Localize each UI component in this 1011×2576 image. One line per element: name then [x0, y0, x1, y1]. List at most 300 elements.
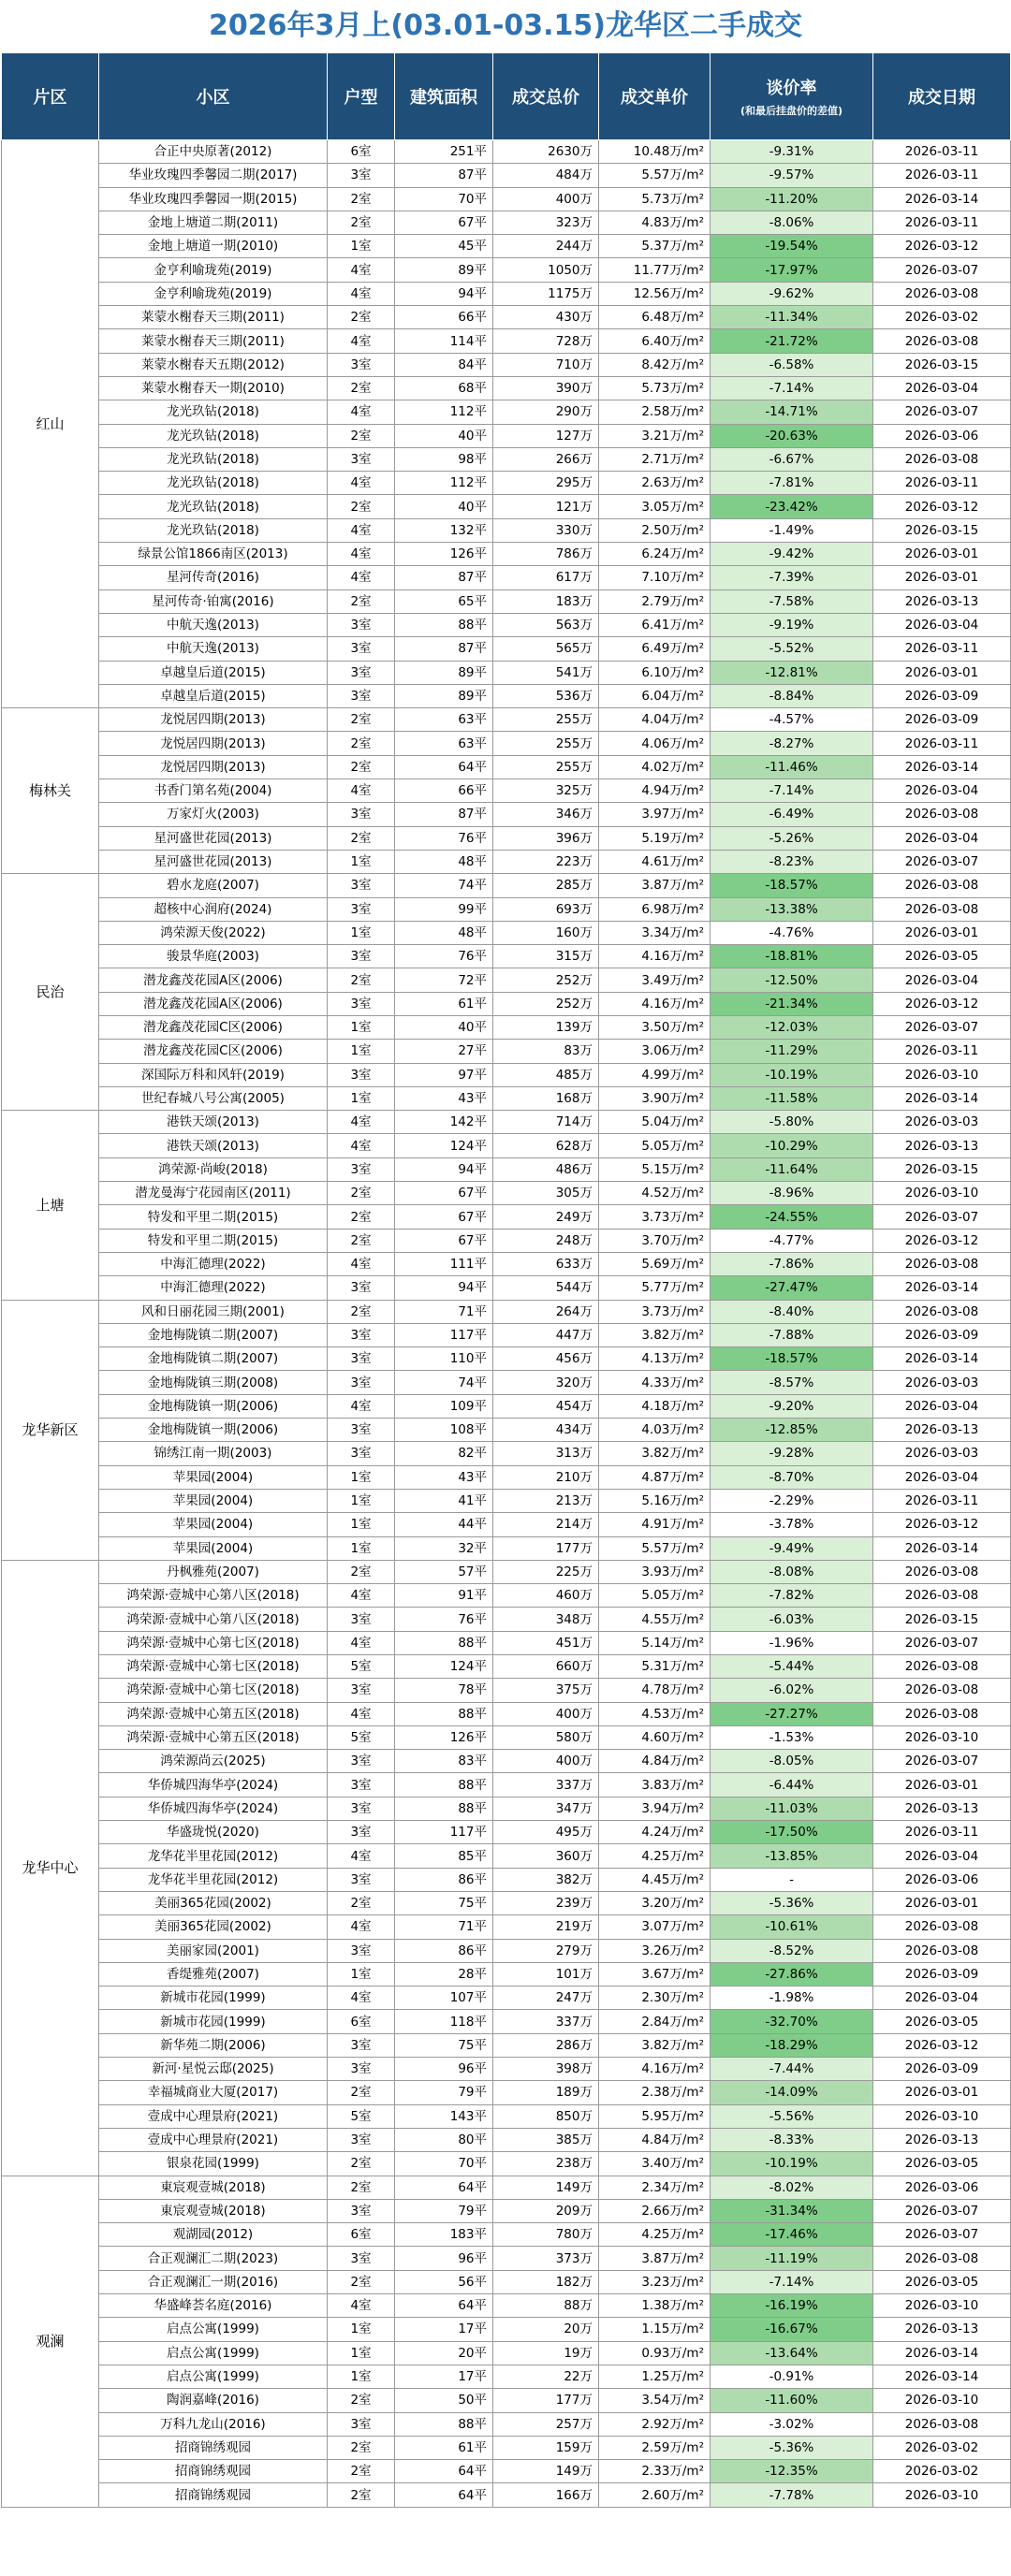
- table-row: [2, 2199, 1011, 2222]
- cell-community: 龙悦居四期(2013): [99, 708, 328, 732]
- cell-area: 126平: [395, 543, 493, 566]
- cell-date: 2026-03-04: [873, 1465, 1011, 1489]
- cell-total-price: 628万: [493, 1134, 599, 1157]
- cell-total-price: 313万: [493, 1442, 599, 1465]
- table-row: [2, 1702, 1011, 1725]
- cell-discount: -7.86%: [711, 1252, 873, 1275]
- cell-layout: 1室: [328, 921, 395, 944]
- cell-date: 2026-03-15: [873, 353, 1011, 376]
- cell-total-price: 315万: [493, 945, 599, 968]
- cell-discount: -6.44%: [711, 1773, 873, 1797]
- table-row: [2, 1584, 1011, 1608]
- cell-discount: -9.42%: [711, 543, 873, 566]
- cell-date: 2026-03-04: [873, 376, 1011, 400]
- cell-date: 2026-03-13: [873, 589, 1011, 613]
- cell-date: 2026-03-07: [873, 400, 1011, 424]
- cell-discount: -9.62%: [711, 282, 873, 305]
- cell-layout: 1室: [328, 1536, 395, 1560]
- cell-total-price: 536万: [493, 684, 599, 707]
- table-row: [2, 1679, 1011, 1702]
- cell-area: 79平: [395, 2081, 493, 2104]
- cell-layout: 2室: [328, 732, 395, 755]
- table-row: [2, 1347, 1011, 1371]
- cell-date: 2026-03-05: [873, 945, 1011, 968]
- cell-total-price: 728万: [493, 329, 599, 353]
- cell-discount: -8.96%: [711, 1182, 873, 1205]
- cell-discount: -8.57%: [711, 1371, 873, 1394]
- cell-layout: 4室: [328, 1252, 395, 1275]
- cell-layout: 3室: [328, 2412, 395, 2436]
- cell-total-price: 346万: [493, 803, 599, 826]
- cell-unit-price: 4.84万/m²: [599, 2128, 711, 2151]
- cell-community: 招商锦绣观园: [99, 2483, 328, 2507]
- cell-layout: 2室: [328, 376, 395, 400]
- cell-community: 壹成中心理景府(2021): [99, 2104, 328, 2128]
- cell-unit-price: 1.15万/m²: [599, 2318, 711, 2341]
- cell-area: 45平: [395, 235, 493, 258]
- cell-date: 2026-03-04: [873, 1844, 1011, 1868]
- cell-unit-price: 6.24万/m²: [599, 543, 711, 566]
- table-row: [2, 400, 1011, 424]
- cell-community: 卓越皇后道(2015): [99, 661, 328, 684]
- cell-date: 2026-03-08: [873, 2412, 1011, 2436]
- cell-date: 2026-03-01: [873, 543, 1011, 566]
- cell-layout: 3室: [328, 1868, 395, 1891]
- cell-community: 新河·星悦云邸(2025): [99, 2058, 328, 2081]
- cell-total-price: 279万: [493, 1939, 599, 1962]
- cell-unit-price: 4.33万/m²: [599, 1371, 711, 1394]
- table-row: [2, 661, 1011, 684]
- cell-community: 東宸观壹城(2018): [99, 2199, 328, 2222]
- table-row: [2, 1560, 1011, 1583]
- cell-layout: 3室: [328, 945, 395, 968]
- cell-community: 绿景公馆1866南区(2013): [99, 543, 328, 566]
- cell-date: 2026-03-10: [873, 1182, 1011, 1205]
- cell-total-price: 213万: [493, 1489, 599, 1512]
- cell-total-price: 257万: [493, 2412, 599, 2436]
- cell-area: 79平: [395, 2199, 493, 2222]
- cell-layout: 3室: [328, 1157, 395, 1181]
- cell-unit-price: 5.95万/m²: [599, 2104, 711, 2128]
- cell-community: 书香门第名苑(2004): [99, 779, 328, 803]
- cell-unit-price: 4.24万/m²: [599, 1821, 711, 1844]
- cell-date: 2026-03-07: [873, 1750, 1011, 1773]
- cell-unit-price: 3.23万/m²: [599, 2270, 711, 2293]
- cell-unit-price: 12.56万/m²: [599, 282, 711, 305]
- cell-unit-price: 2.79万/m²: [599, 589, 711, 613]
- cell-discount: -8.02%: [711, 2176, 873, 2199]
- header-row: [2, 53, 1011, 140]
- cell-date: 2026-03-10: [873, 2104, 1011, 2128]
- table-row: [2, 1962, 1011, 1986]
- cell-discount: -9.57%: [711, 164, 873, 187]
- cell-total-price: 83万: [493, 1040, 599, 1063]
- cell-unit-price: 4.13万/m²: [599, 1347, 711, 1371]
- table-row: [2, 164, 1011, 187]
- cell-area: 43平: [395, 1086, 493, 1110]
- cell-unit-price: 4.84万/m²: [599, 1750, 711, 1773]
- cell-community: 龙华花半里花园(2012): [99, 1868, 328, 1891]
- cell-date: 2026-03-13: [873, 1797, 1011, 1820]
- cell-total-price: 159万: [493, 2436, 599, 2459]
- table-row: [2, 2081, 1011, 2104]
- cell-discount: -20.63%: [711, 424, 873, 447]
- cell-community: 世纪春城八号公寓(2005): [99, 1086, 328, 1110]
- cell-discount: -4.57%: [711, 708, 873, 732]
- cell-date: 2026-03-07: [873, 1205, 1011, 1229]
- table-row: [2, 2436, 1011, 2459]
- table-row: [2, 897, 1011, 921]
- cell-discount: -7.14%: [711, 2270, 873, 2293]
- table-row: [2, 2058, 1011, 2081]
- table-row: [2, 1750, 1011, 1773]
- cell-community: 风和日丽花园三期(2001): [99, 1300, 328, 1323]
- cell-total-price: 149万: [493, 2176, 599, 2199]
- cell-date: 2026-03-11: [873, 1489, 1011, 1512]
- cell-discount: -21.72%: [711, 329, 873, 353]
- cell-area: 64平: [395, 2460, 493, 2483]
- cell-discount: -5.26%: [711, 826, 873, 850]
- cell-layout: 2室: [328, 1205, 395, 1229]
- cell-discount: -11.58%: [711, 1086, 873, 1110]
- cell-layout: 4室: [328, 1702, 395, 1725]
- cell-layout: 2室: [328, 2460, 395, 2483]
- cell-community: 美丽家园(2001): [99, 1939, 328, 1962]
- header-total-price: 成交总价: [493, 53, 599, 140]
- cell-unit-price: 5.16万/m²: [599, 1489, 711, 1512]
- cell-layout: 4室: [328, 329, 395, 353]
- cell-total-price: 295万: [493, 472, 599, 495]
- table-row: [2, 1513, 1011, 1536]
- cell-total-price: 238万: [493, 2152, 599, 2176]
- cell-area: 64平: [395, 2483, 493, 2507]
- table-row: [2, 1631, 1011, 1654]
- cell-unit-price: 3.49万/m²: [599, 968, 711, 992]
- cell-community: 华盛峰荟名庭(2016): [99, 2294, 328, 2318]
- cell-area: 86平: [395, 1939, 493, 1962]
- cell-total-price: 710万: [493, 353, 599, 376]
- cell-total-price: 2630万: [493, 140, 599, 164]
- cell-community: 龙悦居四期(2013): [99, 755, 328, 779]
- cell-area: 88平: [395, 1702, 493, 1725]
- cell-layout: 2室: [328, 1891, 395, 1914]
- cell-layout: 4室: [328, 282, 395, 305]
- cell-layout: 2室: [328, 1300, 395, 1323]
- cell-layout: 3室: [328, 1939, 395, 1962]
- cell-date: 2026-03-01: [873, 2081, 1011, 2104]
- cell-date: 2026-03-11: [873, 211, 1011, 234]
- cell-discount: -8.84%: [711, 684, 873, 707]
- cell-total-price: 239万: [493, 1891, 599, 1914]
- cell-date: 2026-03-13: [873, 1134, 1011, 1157]
- cell-date: 2026-03-15: [873, 1608, 1011, 1631]
- cell-unit-price: 4.83万/m²: [599, 211, 711, 234]
- cell-discount: -13.64%: [711, 2341, 873, 2365]
- cell-total-price: 166万: [493, 2483, 599, 2507]
- cell-area: 66平: [395, 306, 493, 329]
- cell-unit-price: 2.60万/m²: [599, 2483, 711, 2507]
- cell-community: 龙光玖钻(2018): [99, 472, 328, 495]
- table-row: [2, 424, 1011, 447]
- cell-total-price: 565万: [493, 637, 599, 661]
- table-row: [2, 2223, 1011, 2247]
- cell-area: 96平: [395, 2247, 493, 2270]
- cell-layout: 6室: [328, 140, 395, 164]
- cell-area: 70平: [395, 187, 493, 211]
- cell-discount: -11.34%: [711, 306, 873, 329]
- cell-unit-price: 1.38万/m²: [599, 2294, 711, 2318]
- cell-community: 合正观澜汇一期(2016): [99, 2270, 328, 2293]
- cell-layout: 4室: [328, 2294, 395, 2318]
- cell-discount: -12.81%: [711, 661, 873, 684]
- cell-total-price: 451万: [493, 1631, 599, 1654]
- cell-area: 132平: [395, 518, 493, 542]
- cell-total-price: 255万: [493, 708, 599, 732]
- cell-layout: 4室: [328, 1631, 395, 1654]
- cell-discount: -5.36%: [711, 1891, 873, 1914]
- cell-community: 中海汇德理(2022): [99, 1252, 328, 1275]
- cell-layout: 2室: [328, 1560, 395, 1583]
- cell-unit-price: 3.82万/m²: [599, 1442, 711, 1465]
- cell-total-price: 160万: [493, 921, 599, 944]
- cell-total-price: 544万: [493, 1276, 599, 1300]
- cell-total-price: 348万: [493, 1608, 599, 1631]
- cell-total-price: 305万: [493, 1182, 599, 1205]
- cell-discount: -: [711, 1868, 873, 1891]
- cell-unit-price: 2.71万/m²: [599, 447, 711, 471]
- table-row: [2, 945, 1011, 968]
- cell-total-price: 375万: [493, 1679, 599, 1702]
- cell-date: 2026-03-10: [873, 2389, 1011, 2412]
- cell-unit-price: 3.20万/m²: [599, 1891, 711, 1914]
- cell-layout: 3室: [328, 992, 395, 1015]
- cell-total-price: 347万: [493, 1797, 599, 1820]
- table-row: [2, 1111, 1011, 1134]
- cell-total-price: 210万: [493, 1465, 599, 1489]
- cell-discount: -1.49%: [711, 518, 873, 542]
- cell-community: 超核中心润府(2024): [99, 897, 328, 921]
- cell-area: 88平: [395, 1773, 493, 1797]
- cell-date: 2026-03-08: [873, 1679, 1011, 1702]
- cell-unit-price: 3.82万/m²: [599, 1323, 711, 1346]
- cell-area: 96平: [395, 2058, 493, 2081]
- cell-discount: -9.28%: [711, 1442, 873, 1465]
- cell-unit-price: 4.61万/m²: [599, 850, 711, 873]
- cell-total-price: 456万: [493, 1347, 599, 1371]
- cell-unit-price: 3.70万/m²: [599, 1229, 711, 1252]
- cell-unit-price: 4.94万/m²: [599, 779, 711, 803]
- cell-layout: 4室: [328, 1584, 395, 1608]
- cell-community: 鸿荣源尚云(2025): [99, 1750, 328, 1773]
- header-district: 片区: [2, 53, 99, 140]
- cell-area: 20平: [395, 2341, 493, 2365]
- cell-unit-price: 5.73万/m²: [599, 187, 711, 211]
- table-row: [2, 921, 1011, 944]
- cell-unit-price: 6.48万/m²: [599, 306, 711, 329]
- table-row: [2, 2033, 1011, 2057]
- cell-unit-price: 8.42万/m²: [599, 353, 711, 376]
- cell-layout: 4室: [328, 258, 395, 282]
- cell-layout: 5室: [328, 1725, 395, 1749]
- table-row: [2, 637, 1011, 661]
- table-row: [2, 2365, 1011, 2388]
- cell-date: 2026-03-01: [873, 661, 1011, 684]
- cell-total-price: 88万: [493, 2294, 599, 2318]
- cell-discount: -10.29%: [711, 1134, 873, 1157]
- cell-layout: 4室: [328, 1915, 395, 1939]
- cell-date: 2026-03-08: [873, 1655, 1011, 1679]
- cell-community: 银泉花园(1999): [99, 2152, 328, 2176]
- cell-discount: -12.03%: [711, 1015, 873, 1039]
- cell-discount: -13.85%: [711, 1844, 873, 1868]
- cell-layout: 4室: [328, 1987, 395, 2010]
- cell-community: 丹枫雅苑(2007): [99, 1560, 328, 1583]
- cell-date: 2026-03-12: [873, 495, 1011, 518]
- cell-community: 新城市花园(1999): [99, 2010, 328, 2033]
- cell-discount: -8.40%: [711, 1300, 873, 1323]
- cell-discount: -4.77%: [711, 1229, 873, 1252]
- cell-community: 新城市花园(1999): [99, 1987, 328, 2010]
- table-row: [2, 1419, 1011, 1442]
- cell-area: 97平: [395, 1063, 493, 1086]
- cell-discount: -10.19%: [711, 2152, 873, 2176]
- cell-unit-price: 2.34万/m²: [599, 2176, 711, 2199]
- table-body: [2, 140, 1011, 2508]
- cell-district: 观澜: [2, 2176, 99, 2507]
- cell-total-price: 563万: [493, 613, 599, 636]
- cell-community: 潜龙曼海宁花园南区(2011): [99, 1182, 328, 1205]
- cell-discount: -7.14%: [711, 376, 873, 400]
- cell-discount: -5.44%: [711, 1655, 873, 1679]
- cell-area: 84平: [395, 353, 493, 376]
- cell-discount: -12.50%: [711, 968, 873, 992]
- cell-community: 苹果园(2004): [99, 1465, 328, 1489]
- header-date: 成交日期: [873, 53, 1011, 140]
- cell-community: 启点公寓(1999): [99, 2365, 328, 2388]
- cell-total-price: 434万: [493, 1419, 599, 1442]
- table-row: [2, 2104, 1011, 2128]
- cell-date: 2026-03-13: [873, 2128, 1011, 2151]
- cell-unit-price: 6.98万/m²: [599, 897, 711, 921]
- cell-community: 鸿荣源·尚峻(2018): [99, 1157, 328, 1181]
- cell-total-price: 255万: [493, 732, 599, 755]
- cell-discount: -9.49%: [711, 1536, 873, 1560]
- table-row: [2, 1536, 1011, 1560]
- cell-district: 上塘: [2, 1111, 99, 1300]
- cell-layout: 2室: [328, 2483, 395, 2507]
- cell-community: 龙光玖钻(2018): [99, 518, 328, 542]
- cell-community: 骏景华庭(2003): [99, 945, 328, 968]
- cell-date: 2026-03-08: [873, 803, 1011, 826]
- cell-total-price: 252万: [493, 968, 599, 992]
- cell-community: 深国际万科和风轩(2019): [99, 1063, 328, 1086]
- cell-discount: -7.82%: [711, 1584, 873, 1608]
- cell-total-price: 168万: [493, 1086, 599, 1110]
- cell-discount: -11.03%: [711, 1797, 873, 1820]
- cell-total-price: 189万: [493, 2081, 599, 2104]
- table-row: [2, 211, 1011, 234]
- table-row: [2, 613, 1011, 636]
- cell-unit-price: 5.14万/m²: [599, 1631, 711, 1654]
- cell-date: 2026-03-03: [873, 1111, 1011, 1134]
- table-row: [2, 1939, 1011, 1962]
- cell-layout: 2室: [328, 2176, 395, 2199]
- cell-total-price: 400万: [493, 187, 599, 211]
- cell-total-price: 149万: [493, 2460, 599, 2483]
- cell-community: 龙华花半里花园(2012): [99, 1844, 328, 1868]
- cell-unit-price: 4.04万/m²: [599, 708, 711, 732]
- cell-date: 2026-03-04: [873, 1987, 1011, 2010]
- table-row: [2, 779, 1011, 803]
- cell-area: 78平: [395, 1679, 493, 1702]
- cell-area: 88平: [395, 1631, 493, 1654]
- cell-total-price: 247万: [493, 1987, 599, 2010]
- cell-layout: 3室: [328, 1371, 395, 1394]
- cell-community: 港铁天颂(2013): [99, 1134, 328, 1157]
- cell-total-price: 580万: [493, 1725, 599, 1749]
- cell-community: 锦绣江南一期(2003): [99, 1442, 328, 1465]
- cell-total-price: 1050万: [493, 258, 599, 282]
- cell-date: 2026-03-04: [873, 613, 1011, 636]
- cell-community: 碧水龙庭(2007): [99, 874, 328, 897]
- cell-area: 88平: [395, 2412, 493, 2436]
- cell-total-price: 400万: [493, 1702, 599, 1725]
- cell-community: 莱蒙水榭春天三期(2011): [99, 306, 328, 329]
- cell-discount: -8.08%: [711, 1560, 873, 1583]
- cell-layout: 2室: [328, 755, 395, 779]
- cell-unit-price: 5.05万/m²: [599, 1134, 711, 1157]
- cell-total-price: 486万: [493, 1157, 599, 1181]
- table-row: [2, 1323, 1011, 1346]
- cell-discount: -8.06%: [711, 211, 873, 234]
- cell-date: 2026-03-08: [873, 1915, 1011, 1939]
- table-row: [2, 684, 1011, 707]
- cell-area: 74平: [395, 874, 493, 897]
- cell-date: 2026-03-09: [873, 1323, 1011, 1346]
- cell-community: 潜龙鑫茂花园C区(2006): [99, 1015, 328, 1039]
- cell-community: 星河传奇(2016): [99, 566, 328, 589]
- cell-unit-price: 3.67万/m²: [599, 1962, 711, 1986]
- cell-date: 2026-03-11: [873, 472, 1011, 495]
- cell-unit-price: 10.48万/m²: [599, 140, 711, 164]
- cell-discount: -13.38%: [711, 897, 873, 921]
- cell-community: 卓越皇后道(2015): [99, 684, 328, 707]
- cell-unit-price: 3.54万/m²: [599, 2389, 711, 2412]
- header-unit-price: 成交单价: [599, 53, 711, 140]
- cell-layout: 2室: [328, 826, 395, 850]
- cell-area: 66平: [395, 779, 493, 803]
- cell-discount: -11.29%: [711, 1040, 873, 1063]
- cell-area: 68平: [395, 376, 493, 400]
- cell-unit-price: 4.99万/m²: [599, 1063, 711, 1086]
- cell-date: 2026-03-06: [873, 2176, 1011, 2199]
- cell-community: 港铁天颂(2013): [99, 1111, 328, 1134]
- cell-community: 鸿荣源·壹城中心第八区(2018): [99, 1608, 328, 1631]
- cell-discount: -5.52%: [711, 637, 873, 661]
- cell-total-price: 248万: [493, 1229, 599, 1252]
- cell-layout: 3室: [328, 2058, 395, 2081]
- cell-community: 鸿荣源·壹城中心第七区(2018): [99, 1631, 328, 1654]
- cell-layout: 1室: [328, 1086, 395, 1110]
- cell-date: 2026-03-13: [873, 2318, 1011, 2341]
- table-row: [2, 826, 1011, 850]
- cell-community: 鸿荣源·壹城中心第七区(2018): [99, 1655, 328, 1679]
- cell-area: 61平: [395, 2436, 493, 2459]
- cell-community: 观湖园(2012): [99, 2223, 328, 2247]
- cell-unit-price: 6.40万/m²: [599, 329, 711, 353]
- cell-layout: 4室: [328, 1134, 395, 1157]
- cell-community: 华盛珑悦(2020): [99, 1821, 328, 1844]
